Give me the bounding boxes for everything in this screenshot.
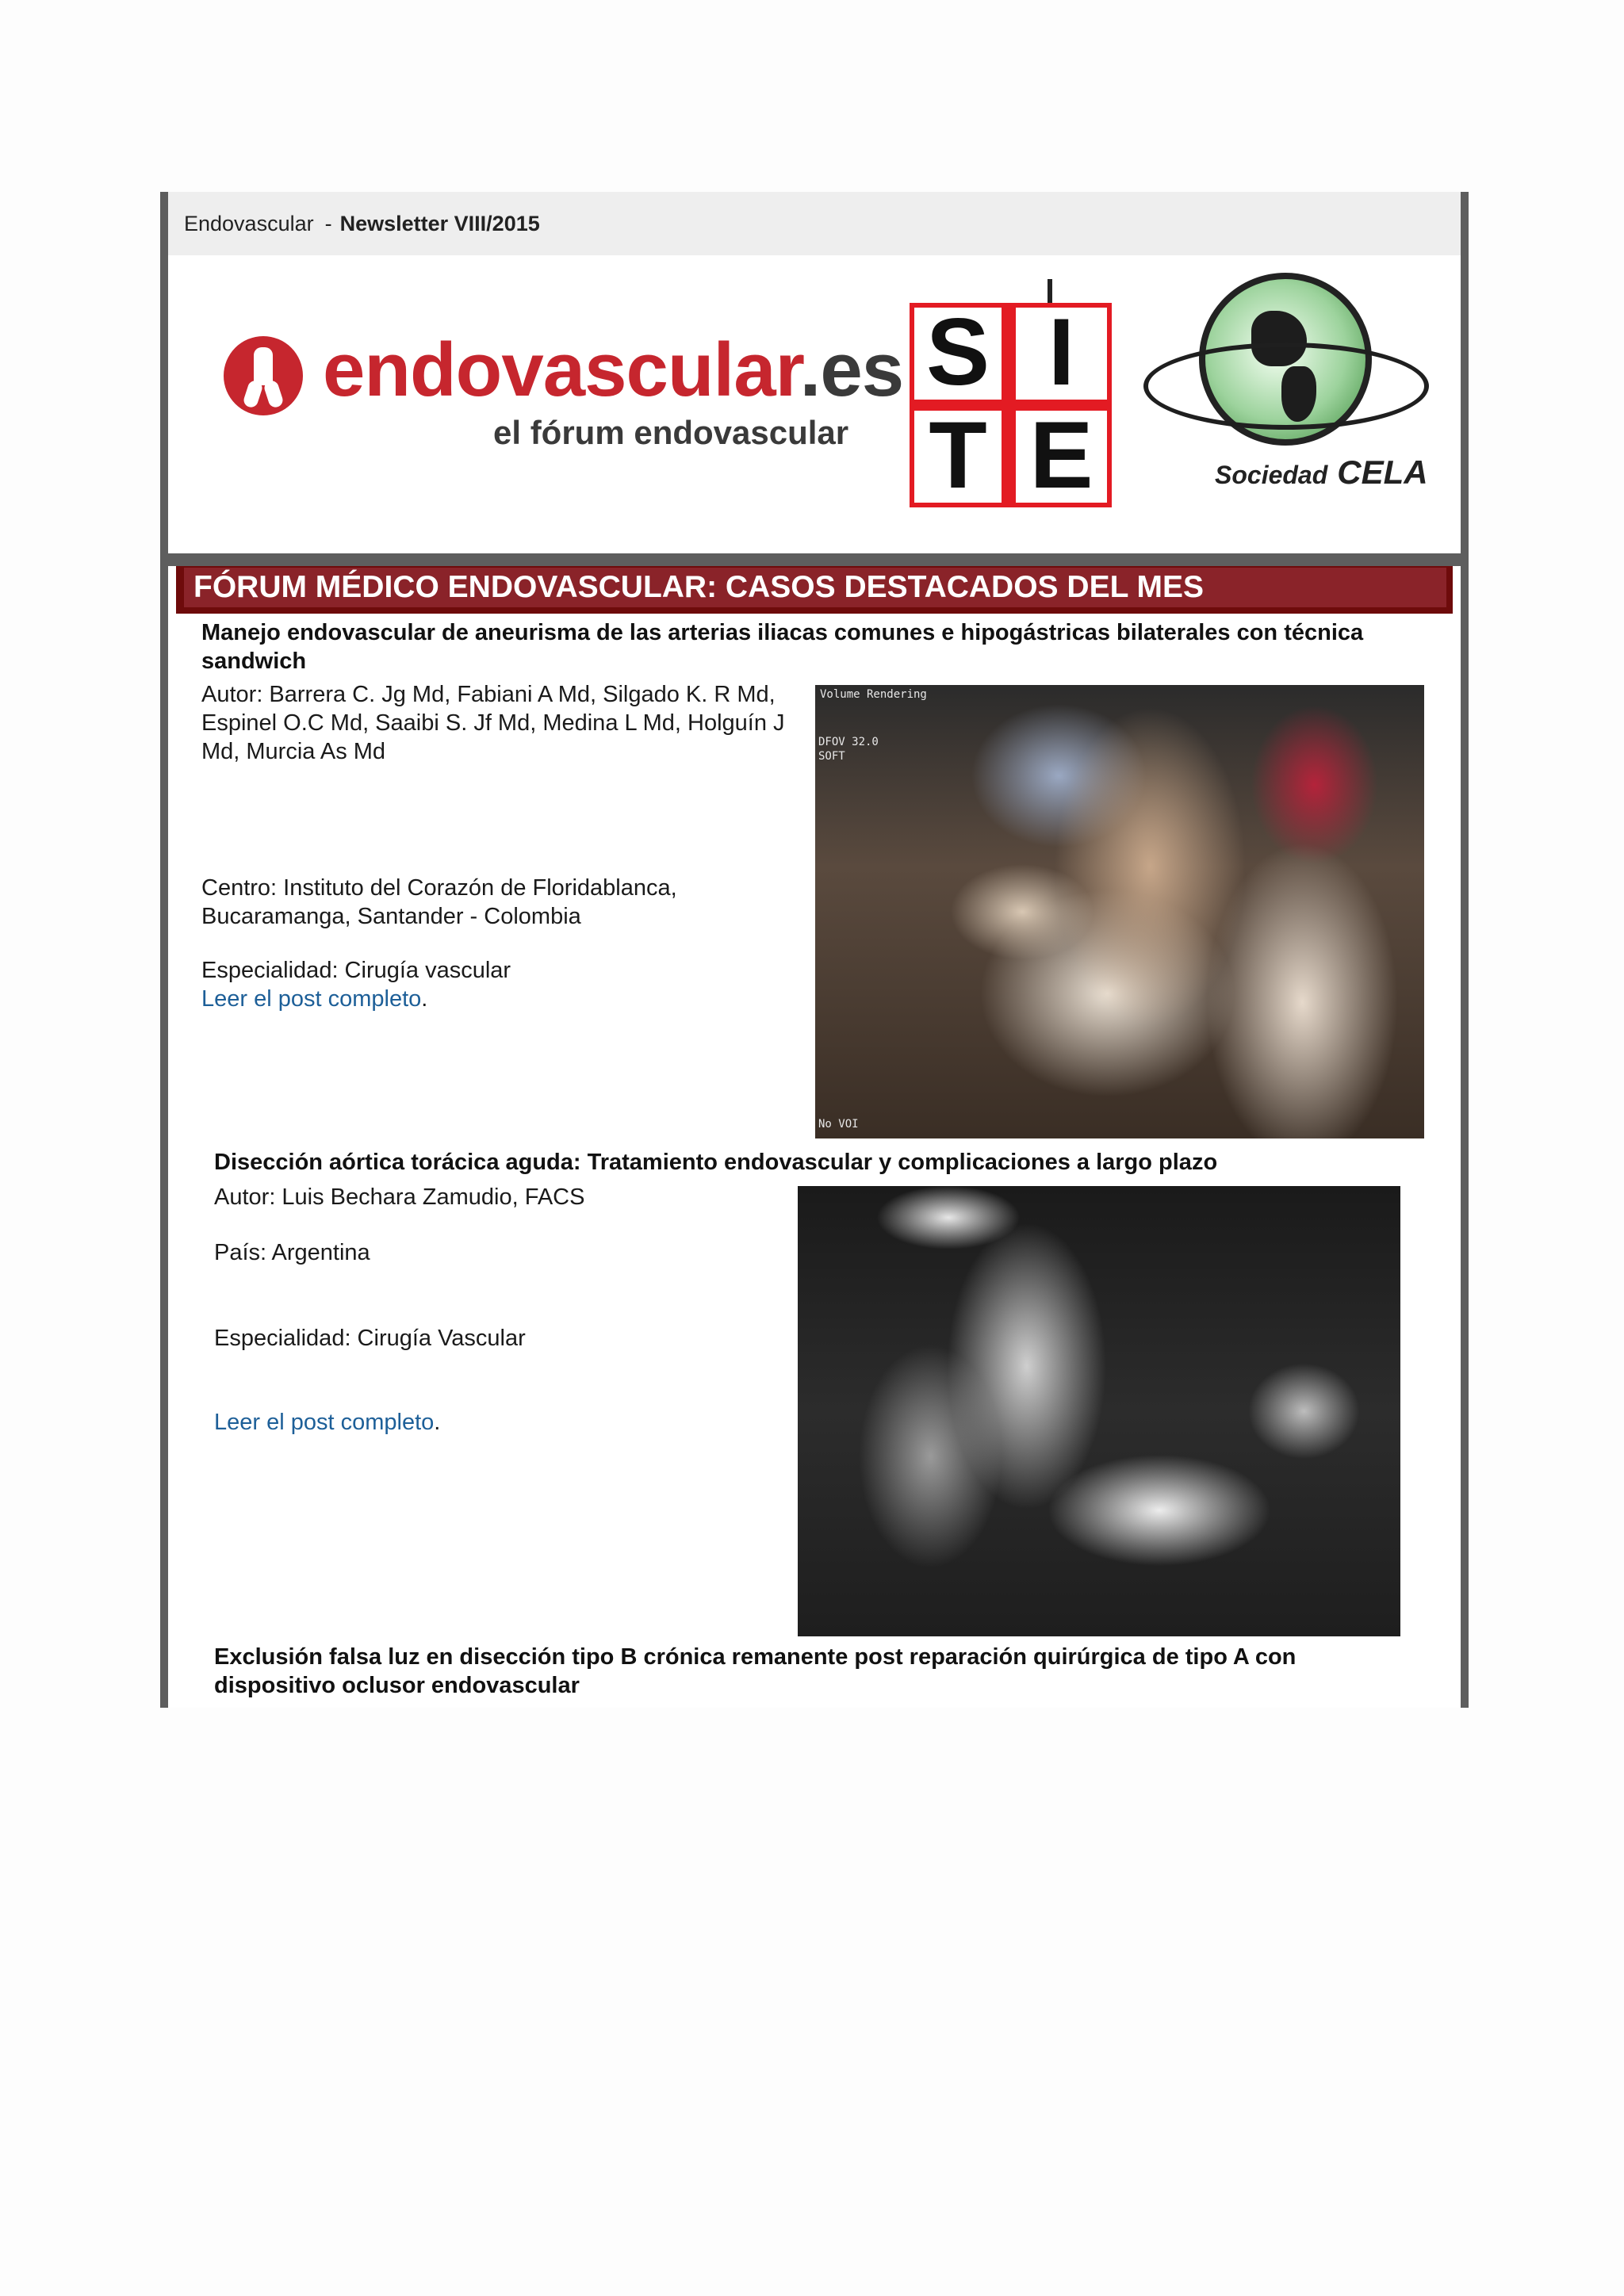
cela-logo-text: Sociedad CELA <box>1215 453 1428 491</box>
cela-logo[interactable] <box>1136 255 1453 509</box>
site-letter-t: T <box>914 411 1002 503</box>
site-logo[interactable] <box>910 279 1112 509</box>
newsletter-header <box>168 192 1461 255</box>
post-3-title: Exclusión falsa luz en disección tipo B crónica remanente post reparación quirúrgica de tipo A con dispositivo oclusor endovascular <box>214 1644 1297 1698</box>
ct-label-bottom: No VOI <box>818 1118 859 1131</box>
post-2-link-line: Leer el post completo. <box>214 1410 441 1435</box>
post-1-author: Autor: Barrera C. Jg Md, Fabiani A Md, Silgado K. R Md, Espinel O.C Md, Saaibi S. Jf Md, Medina L Md, Holguín J Md, Murcia As Md <box>201 682 785 764</box>
header-site-name: Endovascular <box>184 211 314 235</box>
post-2-author: Autor: Luis Bechara Zamudio, FACS <box>214 1184 585 1210</box>
orbit-ring-icon <box>1143 342 1429 430</box>
post-1-title: Manejo endovascular de aneurisma de las arterias iliacas comunes e hipogástricas bilaterales con técnica sandwich <box>201 620 1364 674</box>
endovascular-logo-name: endovascular.es <box>323 327 904 412</box>
post-1-especialidad: Especialidad: Cirugía vascular <box>201 958 511 983</box>
post-1-link-line: Leer el post completo. <box>201 986 428 1012</box>
section-divider <box>160 553 1469 566</box>
site-logo-box <box>910 299 1112 508</box>
ct-label-dfov: DFOV 32.0 <box>818 736 879 748</box>
site-letter-e: E <box>1016 411 1107 503</box>
post-2-read-more-link[interactable]: Leer el post completo <box>214 1410 435 1435</box>
site-letter-i: I <box>1016 308 1107 400</box>
header-separator: - <box>324 211 332 235</box>
post-2-especialidad: Especialidad: Cirugía Vascular <box>214 1326 526 1351</box>
post-2-ct-image[interactable] <box>798 1186 1400 1636</box>
site-letter-s: S <box>914 308 1002 400</box>
endovascular-logo[interactable] <box>224 327 904 455</box>
post-2-title: Disección aórtica torácica aguda: Tratamiento endovascular y complicaciones a largo plazo <box>214 1150 1218 1175</box>
post-1-centro: Centro: Instituto del Corazón de Floridablanca, Bucaramanga, Santander - Colombia <box>201 875 677 929</box>
newsletter-frame <box>160 192 1469 1708</box>
post-1-meta <box>201 680 820 1013</box>
header-newsletter-issue: Newsletter VIII/2015 <box>339 211 540 235</box>
post-1-read-more-link[interactable]: Leer el post completo <box>201 986 422 1012</box>
post-1-ct-image[interactable] <box>815 685 1424 1138</box>
endovascular-logo-tagline: el fórum endovascular <box>493 414 849 451</box>
post-2-pais: País: Argentina <box>214 1240 370 1265</box>
section-title: FÓRUM MÉDICO ENDOVASCULAR: CASOS DESTACADOS DEL MES <box>184 568 1446 607</box>
post-2-meta <box>214 1183 785 1437</box>
ct-label-soft: SOFT <box>818 750 845 763</box>
endovascular-aorta-icon <box>224 336 303 415</box>
ct-label-top: Volume Rendering <box>820 688 927 701</box>
